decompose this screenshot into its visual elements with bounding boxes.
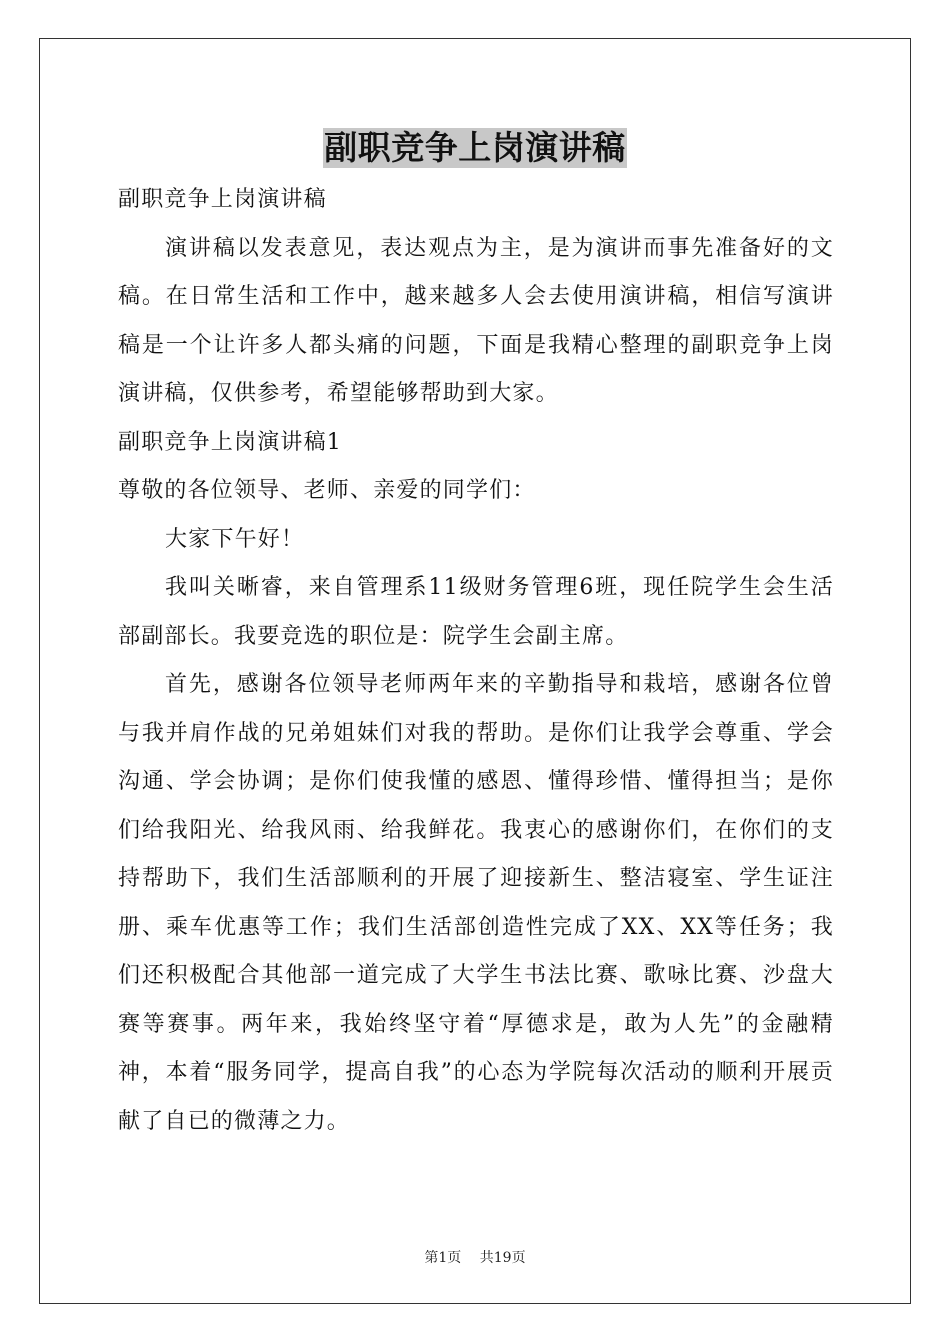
subtitle-paragraph: 副职竞争上岗演讲稿 — [118, 187, 327, 212]
salutation-paragraph: 尊敬的各位领导、老师、亲爱的同学们： — [118, 478, 536, 503]
page-total: 共19页 — [479, 1250, 526, 1266]
document-title: 副职竞争上岗演讲稿 — [324, 128, 626, 167]
page-footer — [0, 1247, 950, 1267]
greeting-paragraph: 大家下午好！ — [165, 526, 305, 552]
self-introduction-paragraph: 我叫关晰睿，来自管理系11级财务管理6班，现任院学生会生活部副部长。我要竞选的职位是：院学生会副主席。 — [118, 575, 834, 649]
section-heading: 副职竞争上岗演讲稿1 — [118, 429, 342, 455]
title-container — [0, 128, 950, 168]
page-number: 第1页 — [424, 1250, 462, 1266]
thanks-paragraph: 首先，感谢各位领导老师两年来的辛勤指导和栽培，感谢各位曾与我并肩作战的兄弟姐妹们对我的帮助。是你们让我学会尊重、学会沟通、学会协调；是你们使我懂的感恩、懂得珍惜、懂得担当；是你们给我阳光、给我风雨、给我鲜花。我衷心的感谢你们，在你们的支持帮助下，我们生活部顺利的开展了迎接新生、整洁寝室、学生证注册、乘车优惠等工作；我们生活部创造性完成了XX、XX等任务；我们还积极配合其他部一道完成了大学生书法比赛、歌咏比赛、沙盘大赛等赛事。两年来，我始终坚守着“厚德求是，敢为人先”的金融精神，本着“服务同学，提高自我”的心态为学院每次活动的顺利开展贡献了自已的微薄之力。 — [118, 672, 834, 1134]
intro-paragraph: 演讲稿以发表意见，表达观点为主，是为演讲而事先准备好的文稿。在日常生活和工作中，越来越多人会去使用演讲稿，相信写演讲稿是一个让许多人都头痛的问题，下面是我精心整理的副职竞争上岗演讲稿，仅供参考，希望能够帮助到大家。 — [118, 235, 834, 406]
document-body — [118, 176, 834, 1146]
